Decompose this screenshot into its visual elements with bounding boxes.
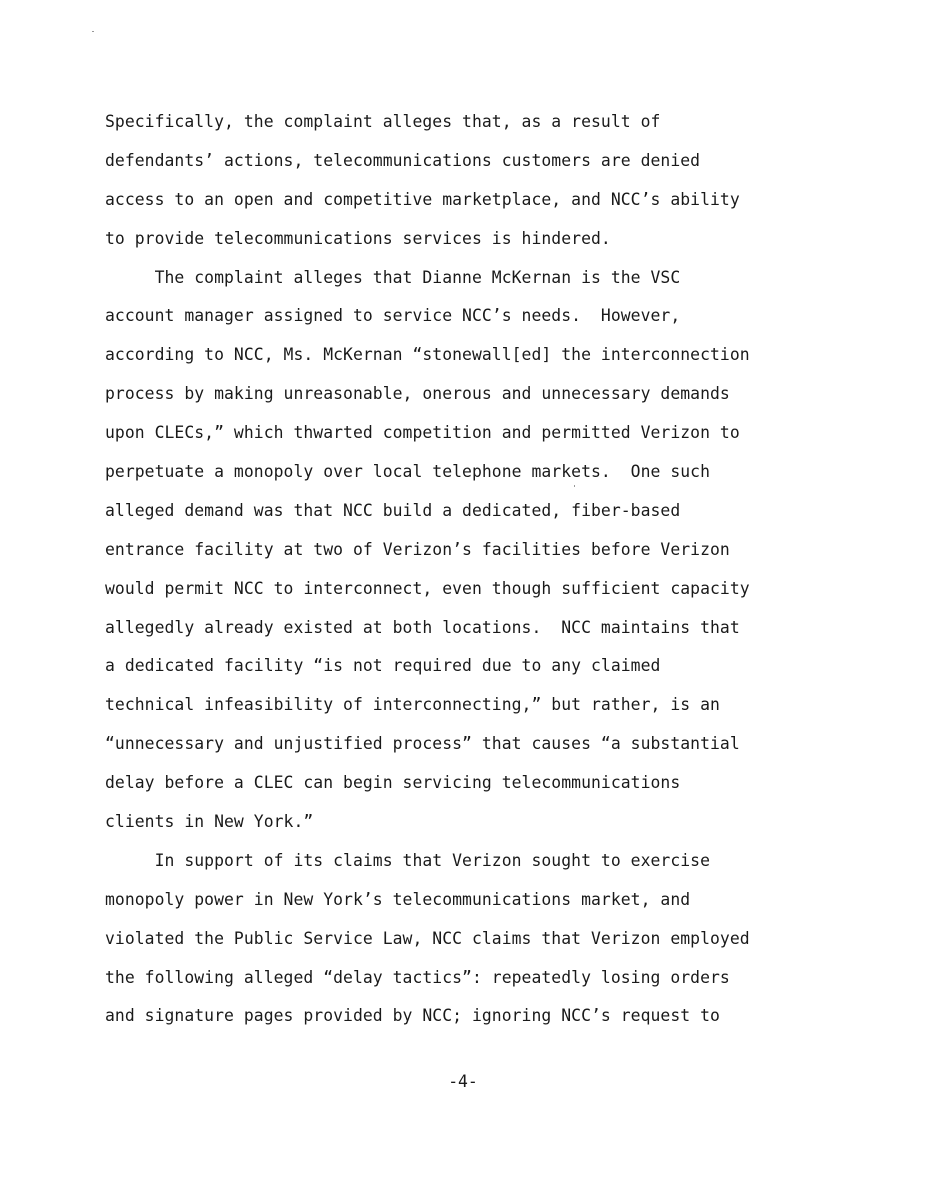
text-line: “unnecessary and unjustified process” that causes “a substantial [105,734,740,754]
text-line: the following alleged “delay tactics”: repeatedly losing orders [105,967,730,987]
text-line: monopoly power in New York’s telecommunications market, and [105,889,691,909]
page-number: -4- [448,1072,478,1091]
text-line: The complaint alleges that Dianne McKernan is the VSC [105,267,681,287]
text-line: alleged demand was that NCC build a dedicated, fiber-based [105,500,681,520]
text-line: a dedicated facility “is not required due to any claimed [105,656,661,676]
text-line: allegedly already existed at both locations. NCC maintains that [105,617,740,637]
text-line: would permit NCC to interconnect, even though sufficient capacity [105,578,750,598]
text-line: to provide telecommunications services is hindered. [105,228,611,248]
body-text [105,108,865,1041]
text-line: access to an open and competitive marketplace, and NCC’s ability [105,189,740,209]
text-line: violated the Public Service Law, NCC claims that Verizon employed [105,928,750,948]
scan-speck [92,31,94,32]
text-line: clients in New York.” [105,812,314,832]
text-line: upon CLECs,” which thwarted competition and permitted Verizon to [105,423,740,443]
text-line: according to NCC, Ms. McKernan “stonewall[ed] the interconnection [105,345,750,365]
text-line: In support of its claims that Verizon sought to exercise [105,850,710,870]
text-line: technical infeasibility of interconnecting,” but rather, is an [105,695,720,715]
text-line: Specifically, the complaint alleges that, as a result of [105,112,661,131]
text-line: account manager assigned to service NCC’s needs. However, [105,306,681,326]
text-line: entrance facility at two of Verizon’s facilities before Verizon [105,539,730,559]
text-line: and signature pages provided by NCC; ignoring NCC’s request to [105,1006,720,1026]
text-line: defendants’ actions, telecommunications customers are denied [105,150,701,170]
text-line: delay before a CLEC can begin servicing telecommunications [105,773,681,793]
text-line: perpetuate a monopoly over local telephone markets. One such [105,462,710,482]
text-line: process by making unreasonable, onerous and unnecessary demands [105,384,730,404]
